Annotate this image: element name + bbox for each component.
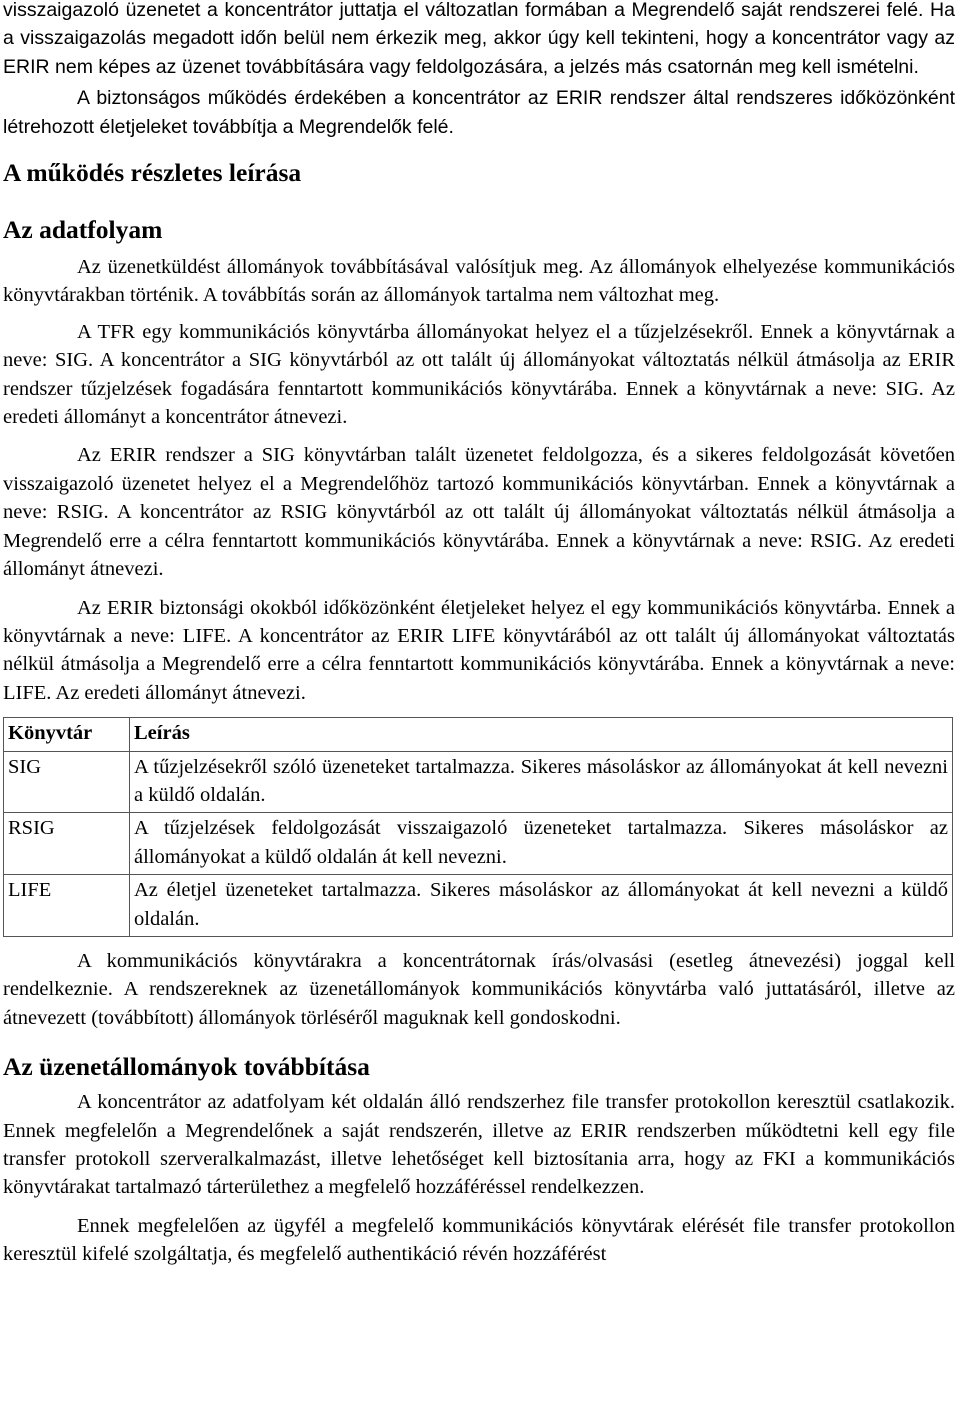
table-header-description: Leírás [130,718,953,751]
paragraph-file-transfer: Az üzenetküldést állományok továbbításával valósítjuk meg. Az állományok elhelyezése kommunikációs könyvtárakban történik. A továbbítás során az állományok tartalma nem változhat meg. [3,256,955,307]
table-header-directory: Könyvtár [4,718,130,751]
table-header-row [4,718,953,751]
paragraph-rsig: Az ERIR rendszer a SIG könyvtárban talált üzenetet feldolgozza, és a sikeres feldolgozását követően visszaigazoló üzenetet helyez el a Megrendelőhöz tartozó kommunikációs könyvtárban. Ennek a könyvtárnak a neve: RSIG. A koncentrátor az RSIG könyvtárból az ott talált új állományokat változtatás nélkül átmásolja a Megrendelő erre a célra fenntartott kommunikációs könyvtárába. Ennek a könyvtárnak a neve: RSIG. Az eredeti állományt átnevezi. [3,444,955,581]
paragraph-permissions: A kommunikációs könyvtárakra a koncentrátornak írás/olvasási (esetleg átnevezési) joggal kell rendelkeznie. A rendszereknek az üzenetállományok kommunikációs könyvtárba való juttatásáról, illetve az átnevezett (továbbított) állományok törléséről maguknak kell gondoskodni. [3,949,955,1029]
table-cell-directory: LIFE [4,875,130,937]
table-cell-description: Az életjel üzeneteket tartalmazza. Sikeres másoláskor az állományokat át kell nevezni a küldő oldalán. [130,875,953,937]
paragraph-safety: A biztonságos működés érdekében a koncentrátor az ERIR rendszer által rendszeres időközönként létrehozott életjeleket továbbítja a Megrendelők felé. [3,87,955,138]
table-cell-description: A tűzjelzések feldolgozását visszaigazoló üzeneteket tartalmazza. Sikeres másoláskor az állományokat a küldő oldalán át kell nevezni. [130,813,953,875]
paragraph-sig: A TFR egy kommunikációs könyvtárba állományokat helyez el a tűzjelzésekről. Ennek a könyvtárnak a neve: SIG. A koncentrátor a SIG könyvtárból az ott talált új állományokat változtatás nélkül átmásolja az ERIR rendszer tűzjelzések fogadására fenntartott kommunikációs könyvtárába. Ennek a könyvtárnak a neve: SIG. Az eredeti állományt a koncentrátor átnevezi. [3,320,955,429]
paragraph-client-access: Ennek megfelelően az ügyfél a megfelelő kommunikációs könyvtárak elérését file transfer protokollon keresztül kifelé szolgáltatja, és megfelelő authentikáció révén hozzáférést [3,1214,955,1266]
table-row [4,751,953,813]
document-page [3,0,955,1269]
paragraph-confirmation: visszaigazoló üzenetet a koncentrátor juttatja el változatlan formában a Megrendelő saját rendszerei felé. Ha a visszaigazolás megadott időn belül nem érkezik meg, akkor úgy kell tekinteni, hogy a koncentrátor vagy az ERIR nem képes az üzenet továbbítására vagy feldolgozására, a jelzés más csatornán meg kell ismételni. [3,0,955,78]
section-heading-operation: A működés részletes leírása [3,158,302,188]
table-cell-description: A tűzjelzésekről szóló üzeneteket tartalmazza. Sikeres másoláskor az állományokat át kell nevezni a küldő oldalán. [130,751,953,813]
table-cell-directory: RSIG [4,813,130,875]
table-row [4,813,953,875]
table-cell-directory: SIG [4,751,130,813]
section-heading-forwarding: Az üzenetállományok továbbítása [3,1052,370,1082]
paragraph-protocol: A koncentrátor az adatfolyam két oldalán álló rendszerhez file transfer protokollon keresztül csatlakozik. Ennek megfelelőn a Megrendelőnek a saját rendszerén, illetve az ERIR rendszerben működtetni kell egy file transfer protokoll szerveralkalmazást, illetve lehetőséget kell biztosítania arra, hogy az FKI a kommunikációs könyvtárakat tartalmazó tárterülethez a megfelelő hozzáféréssel rendelkezzen. [3,1091,955,1199]
section-heading-dataflow: Az adatfolyam [3,215,163,245]
directory-table [3,717,953,937]
table-row [4,875,953,937]
paragraph-life: Az ERIR biztonsági okokból időközönként életjeleket helyez el egy kommunikációs könyvtárba. Ennek a könyvtárnak a neve: LIFE. A koncentrátor az ERIR LIFE könyvtárából az ott talált új állományokat változtatás nélkül átmásolja a Megrendelő erre a célra fenntartott kommunikációs könyvtárába. Ennek a könyvtárnak a neve: LIFE. Az eredeti állományt átnevezi. [3,596,955,704]
